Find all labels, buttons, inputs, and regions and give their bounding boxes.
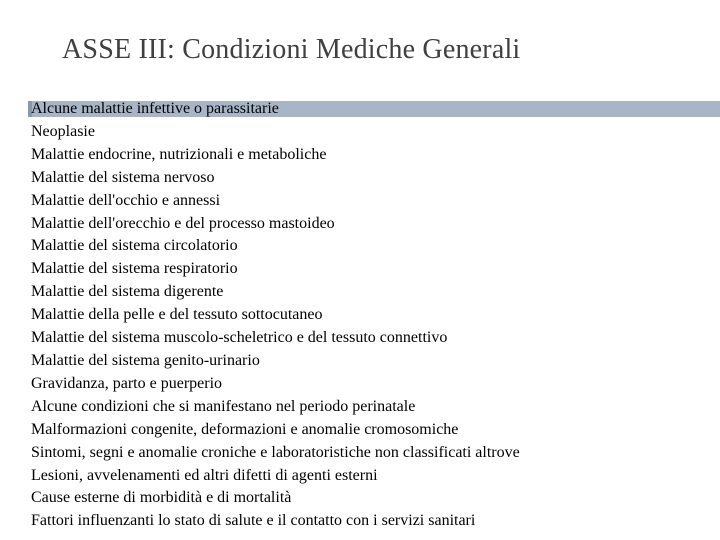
list-item: Malattie dell'occhio e annessi <box>31 191 221 209</box>
list-item: Malattie del sistema circolatorio <box>31 237 238 255</box>
list-item: Lesioni, avvelenamenti ed altri difetti di agenti esterni <box>31 466 378 484</box>
condition-list <box>31 98 520 533</box>
list-item: Malattie del sistema muscolo-scheletrico e del tessuto connettivo <box>31 329 448 347</box>
list-item: Cause esterne di morbidità e di mortalità <box>31 489 292 507</box>
list-item: Malattie del sistema nervoso <box>31 168 215 186</box>
list-item: Gravidanza, parto e puerperio <box>31 374 223 392</box>
list-item: Malattie della pelle e del tessuto sottocutaneo <box>31 306 323 324</box>
list-item: Malattie del sistema digerente <box>31 283 224 301</box>
list-item: Neoplasie <box>31 122 95 140</box>
list-item: Malattie del sistema respiratorio <box>31 260 238 278</box>
list-item: Sintomi, segni e anomalie croniche e laboratoristiche non classificati altrove <box>31 443 520 461</box>
list-item: Alcune malattie infettive o parassitarie <box>31 100 279 117</box>
list-item: Fattori influenzanti lo stato di salute e il contatto con i servizi sanitari <box>31 512 476 530</box>
list-item: Alcune condizioni che si manifestano nel periodo perinatale <box>31 397 416 415</box>
slide-title: ASSE III: Condizioni Mediche Generali <box>62 34 521 65</box>
list-item: Malattie del sistema genito-urinario <box>31 351 260 369</box>
list-item: Malattie endocrine, nutrizionali e metaboliche <box>31 145 327 163</box>
list-item: Malattie dell'orecchio e del processo mastoideo <box>31 214 335 232</box>
list-item: Malformazioni congenite, deformazioni e anomalie cromosomiche <box>31 420 459 438</box>
